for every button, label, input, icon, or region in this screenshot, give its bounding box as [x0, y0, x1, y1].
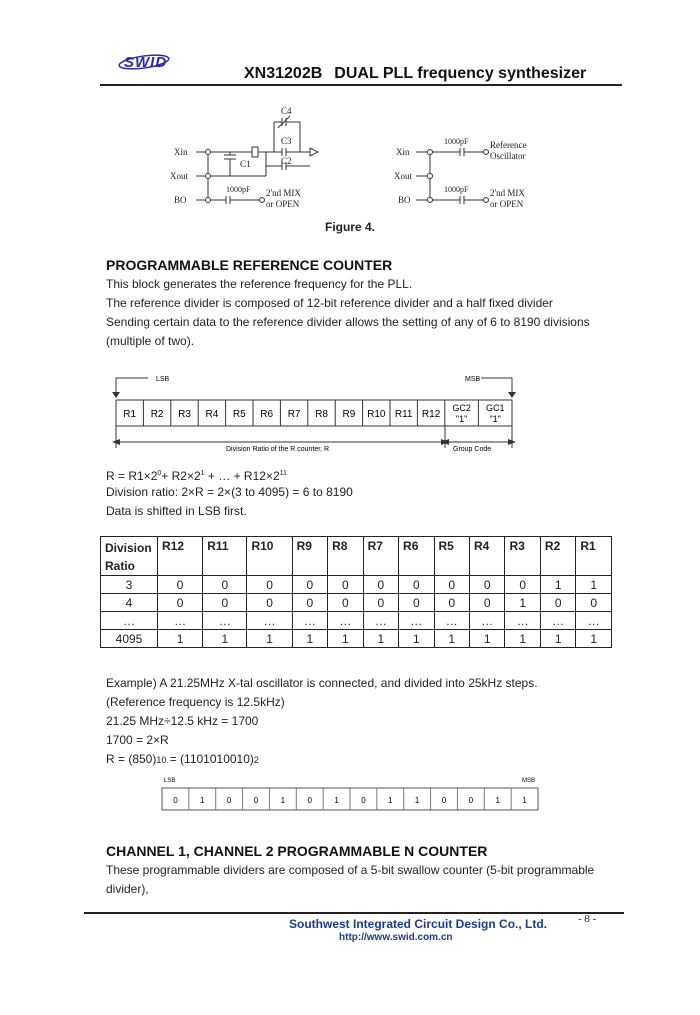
formula-r2-term: + R2×2 [161, 469, 201, 483]
group-code-cell-top: GC2 [452, 403, 471, 413]
table-cell: … [203, 612, 247, 630]
table-header-cell: R8 [328, 537, 363, 576]
table-cell: … [540, 612, 575, 630]
table-cell: 0 [158, 576, 203, 594]
table-header-cell: R3 [505, 537, 540, 576]
table-header-cell: R5 [434, 537, 469, 576]
table-header-cell: R9 [292, 537, 327, 576]
bit-cell: 1 [200, 796, 205, 805]
table-cell: 0 [469, 576, 504, 594]
table-cell: 1 [247, 630, 292, 648]
table-header-cell: R2 [540, 537, 575, 576]
bit-cell: 1 [280, 796, 286, 805]
table-header-cell: R12 [158, 537, 203, 576]
table-cell: 0 [434, 576, 469, 594]
ref-register-diagram [108, 372, 528, 456]
bit-cell: 1 [414, 796, 420, 805]
table-cell: 0 [363, 576, 398, 594]
register-cell-r2: R2 [150, 409, 164, 420]
table-header-row [101, 537, 612, 576]
bit-cell: 0 [361, 796, 366, 805]
right-pin-xin: Xin [396, 147, 410, 157]
left-pin-xout: Xout [170, 171, 188, 181]
table-cell: 4 [101, 594, 158, 612]
right-cap-bottom: 1000pF [444, 185, 469, 194]
left-pin-xin: Xin [174, 147, 188, 157]
register-cell-r1: R1 [123, 409, 137, 420]
example-line4: 1700 = 2×R [106, 733, 169, 747]
left-out-line1: 2'nd MIX [266, 188, 301, 198]
right-pin-xout: Xout [394, 171, 412, 181]
cap-c1-label: C1 [240, 159, 251, 169]
table-cell: 1 [505, 630, 540, 648]
table-cell: 0 [247, 594, 292, 612]
table-header-cell: R11 [203, 537, 247, 576]
register-cell-r6: R6 [260, 409, 274, 420]
example-line3: 21.25 MHz÷12.5 kHz = 1700 [106, 714, 259, 728]
example-line2: (Reference frequency is 12.5kHz) [106, 695, 285, 709]
group-code-cell-bottom: "1" [455, 414, 468, 424]
bit-cell: 0 [173, 796, 178, 805]
ref-osc-line1: Reference [490, 140, 527, 150]
ref-osc-line2: Oscillator [490, 151, 526, 161]
table-cell: 1 [505, 594, 540, 612]
table-cell: 1 [363, 630, 398, 648]
table-cell: 1 [540, 630, 575, 648]
n-counter-heading: CHANNEL 1, CHANNEL 2 PROGRAMMABLE N COUNTER [106, 843, 488, 859]
table-cell: 1 [158, 630, 203, 648]
table-header-cell: R10 [247, 537, 292, 576]
header-rule [100, 84, 622, 86]
formula-r1-term: R = R1×2 [106, 469, 158, 483]
document-title [244, 65, 586, 83]
right-out-line1: 2'nd MIX [490, 188, 525, 198]
table-cell: … [328, 612, 363, 630]
logo-text: SWID [124, 54, 168, 71]
division-ratio-line: Division ratio: 2×R = 2×(3 to 4095) = 6 to 8190 [106, 485, 353, 499]
table-cell: 0 [328, 576, 363, 594]
example-bit-strip [160, 775, 542, 815]
n-counter-para1: These programmable dividers are composed of a 5-bit swallow counter (5-bit programmable [106, 863, 595, 877]
bit-cell: 0 [253, 796, 259, 805]
table-cell: 1 [399, 630, 434, 648]
bit-cell: 1 [522, 796, 527, 805]
table-header-cell: R7 [363, 537, 398, 576]
table-cell: 1 [328, 630, 363, 648]
table-cell: … [158, 612, 203, 630]
register-cell-r11: R11 [394, 409, 413, 420]
table-row [101, 594, 612, 612]
table-row [101, 576, 612, 594]
bitstrip-msb-label: MSB [522, 778, 536, 784]
table-cell: … [469, 612, 504, 630]
register-cell-r7: R7 [287, 409, 301, 420]
part-number: XN31202B [244, 65, 323, 82]
table-cell: 1 [540, 576, 575, 594]
left-pin-bo: BO [174, 195, 187, 205]
table-cell: 0 [203, 576, 247, 594]
right-out-line2: or OPEN [490, 199, 524, 209]
table-cell: 0 [505, 576, 540, 594]
left-cap-1000pf: 1000pF [226, 185, 251, 194]
table-cell: 0 [399, 576, 434, 594]
table-cell: 1 [434, 630, 469, 648]
table-cell: … [247, 612, 292, 630]
table-cell: … [399, 612, 434, 630]
table-header-cell: R6 [399, 537, 434, 576]
ref-counter-heading: PROGRAMMABLE REFERENCE COUNTER [106, 257, 393, 273]
example-line5 [106, 750, 606, 770]
table-cell: 0 [469, 594, 504, 612]
register-cell-r10: R10 [367, 409, 386, 420]
right-cap-top: 1000pF [444, 137, 469, 146]
cap-c4-label: C4 [281, 106, 292, 116]
table-header-cell: R1 [576, 537, 612, 576]
table-cell: 0 [576, 594, 612, 612]
table-cell: 0 [292, 576, 327, 594]
cap-c3-label: C3 [281, 136, 292, 146]
page-number: - 8 - [578, 913, 597, 925]
table-cell: 1 [576, 576, 612, 594]
formula-exp1: 1 [200, 470, 205, 477]
register-cell-r5: R5 [232, 409, 246, 420]
group-code-cell-top: GC1 [485, 403, 505, 413]
table-cell: 0 [434, 594, 469, 612]
table-row [101, 630, 612, 648]
figure-4-circuits [160, 100, 540, 218]
bit-cell: 0 [441, 796, 447, 805]
left-out-line2: or OPEN [266, 199, 300, 209]
footer-company: Southwest Integrated Circuit Design Co., Ltd. [289, 917, 548, 931]
table-cell: … [576, 612, 612, 630]
division-ratio-table [100, 536, 612, 648]
register-cell-r3: R3 [178, 409, 191, 420]
n-counter-para2: divider), [106, 882, 149, 896]
bitstrip-lsb-label: LSB [164, 778, 176, 784]
example-line1: Example) A 21.25MHz X-tal oscillator is connected, and divided into 25kHz steps. [106, 676, 538, 690]
table-cell: 1 [292, 630, 327, 648]
cap-c2-label: C2 [281, 156, 292, 166]
ref-counter-para2: The reference divider is composed of 12-bit reference divider and a half fixed divider [106, 296, 553, 310]
table-cell: 0 [247, 576, 292, 594]
table-header-cell: R4 [469, 537, 504, 576]
register-cell-r8: R8 [315, 409, 328, 420]
example-base10: 10 [156, 755, 167, 765]
group-code-label: Group Code [453, 446, 492, 453]
table-row [101, 612, 612, 630]
register-cell-r12: R12 [421, 409, 441, 420]
formula-exp0: 0 [157, 470, 162, 477]
example-r-binary: = (1101010010) [166, 752, 254, 766]
table-cell: 0 [292, 594, 327, 612]
company-logo [124, 54, 167, 71]
footer-rule [84, 912, 624, 914]
bit-cell: 1 [334, 796, 339, 805]
table-cell: … [101, 612, 158, 630]
register-msb-label: MSB [465, 376, 481, 383]
table-cell: 0 [328, 594, 363, 612]
table-cell: 3 [101, 576, 158, 594]
bit-cell: 1 [495, 796, 500, 805]
table-cell: 1 [576, 630, 612, 648]
table-cell: 0 [203, 594, 247, 612]
document-title-text: DUAL PLL frequency synthesizer [334, 65, 587, 82]
example-r-decimal: R = (850) [106, 752, 157, 766]
table-cell: 4095 [101, 630, 158, 648]
bit-cell: 0 [468, 796, 474, 805]
bit-cell: 0 [307, 796, 312, 805]
bit-cell: 0 [226, 796, 232, 805]
table-cell: 0 [540, 594, 575, 612]
table-cell: 0 [363, 594, 398, 612]
register-cell-r4: R4 [205, 409, 219, 420]
table-header-cell: Division Ratio [101, 537, 158, 576]
register-lsb-label: LSB [156, 376, 170, 383]
figure-caption: Figure 4. [324, 220, 375, 234]
formula-r12-term: + … + R12×2 [207, 469, 280, 483]
group-code-cell-bottom: "1" [489, 414, 501, 424]
table-cell: … [434, 612, 469, 630]
register-cell-r9: R9 [342, 409, 356, 420]
table-cell: … [292, 612, 327, 630]
table-cell: 0 [399, 594, 434, 612]
table-cell: 1 [203, 630, 247, 648]
table-cell: … [505, 612, 540, 630]
ref-counter-para1: This block generates the reference frequency for the PLL. [106, 277, 413, 291]
table-cell: 1 [469, 630, 504, 648]
table-cell: … [363, 612, 398, 630]
formula-exp11: 11 [279, 470, 287, 477]
division-ratio-label: Division Ratio of the R counter, R [226, 446, 330, 453]
ref-counter-para4: (multiple of two). [106, 334, 195, 348]
shift-line: Data is shifted in LSB first. [106, 504, 247, 518]
bit-cell: 1 [388, 796, 393, 805]
example-base2: 2 [253, 755, 259, 765]
footer-url: http://www.swid.com.cn [339, 932, 453, 943]
right-pin-bo: BO [398, 195, 411, 205]
table-cell: 0 [158, 594, 203, 612]
ref-counter-para3: Sending certain data to the reference divider allows the setting of any of 6 to 8190 divisions [106, 315, 590, 329]
